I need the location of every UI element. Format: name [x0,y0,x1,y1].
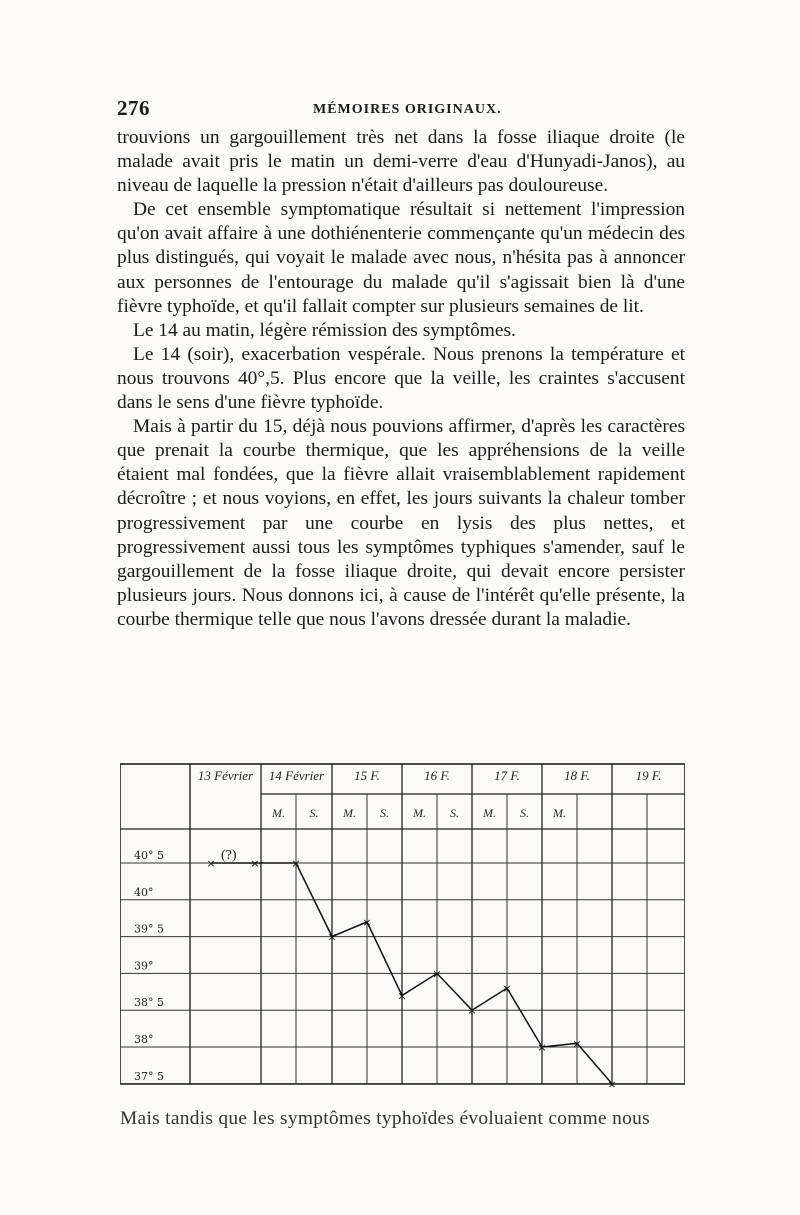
column-header-label: 18 F. [564,768,590,783]
y-tick-label: 38° [134,1033,154,1046]
data-point-marker: × [206,857,216,870]
y-tick-label: 39° [134,959,154,973]
column-header-label: 17 F. [494,768,520,783]
data-point-marker: × [250,857,260,870]
paragraph: De cet ensemble symptomatique résultait si nettement l'impression qu'on avait affaire à une dothiénenterie commençante qu'un médecin des plus distingués, qui voyait le malade avec nous, n'hésita pas à annoncer aux personnes de l'entourage du malade qu'il s'agissait bien là d'une fièvre typhoïde, et qu'il fallait compter sur plusieurs semaines de lit. [117,199,685,317]
sub-header-label: S. [450,806,459,820]
page-header [117,96,685,126]
temperature-chart [120,752,685,1087]
page-number: 276 [117,96,150,120]
column-header-label: 16 F. [424,768,450,783]
paragraph: Le 14 (soir), exacerbation vespérale. Nous prenons la température et nous trouvons 40°,5. Plus encore que la veille, les craintes s'accusent dans le sens d'une fièvre typhoïde. [117,343,685,414]
data-point-marker: × [502,982,512,996]
sub-header-label: M. [553,806,566,820]
data-point-marker: × [467,1004,477,1018]
sub-header-label: M. [483,806,496,820]
sub-header-label: M. [272,806,285,820]
sub-header-label: M. [343,806,356,820]
sub-header-label: M. [413,806,426,820]
paragraph: trouvions un gargouillement très net dans la fosse iliaque droite (le malade avait pris le matin un demi-verre d'eau d'Hunyadi-Janos), au niveau de laquelle la pression n'était d'ailleurs pas douloureuse. [117,127,685,197]
y-tick-label: 39° 5 [134,922,164,936]
running-head: MÉMOIRES ORIGINAUX. [313,102,502,117]
paragraph: Mais à partir du 15, déjà nous pouvions affirmer, d'après les caractères que prenait la courbe thermique, que les appréhensions de la veille étaient mal fondées, que la fièvre allait vraisemblablement rapidement décroître ; et nous voyions, en effet, les jours suivants la chaleur tomber progressivement par une courbe en lysis des plus nettes, et progressivement aussi tous les symptômes typhiques s'amender, sauf le gargouillement de la fosse iliaque droite, qui devait encore persister plusieurs jours. Nous donnons ici, à cause de l'intérêt qu'elle présente, la courbe thermique telle que nous l'avons dressée durant la maladie. [117,416,685,630]
bottom-text-line: Mais tandis que les symptômes typhoïdes évoluaient comme nous [120,1108,650,1129]
data-point-marker: × [607,1077,617,1087]
y-tick-label: 40° [134,885,154,899]
sub-header-label: S. [309,806,319,820]
temperature-chart-svg [120,752,685,1087]
column-header-label: 19 F. [635,768,662,783]
data-point-marker: × [432,967,442,981]
y-tick-label: 38° 5 [134,996,164,1010]
body-text [117,126,685,632]
chart-annotation: (?) [221,848,237,863]
data-point-marker: × [397,989,407,1003]
sub-header-label: S. [520,806,529,820]
data-point-marker: × [572,1037,582,1051]
data-point-marker: × [327,930,337,944]
column-header-label: 14 Février [268,768,325,783]
data-point-marker: × [362,915,372,929]
y-tick-label: 40° 5 [134,849,164,862]
data-point-marker: × [291,857,301,870]
paragraph: Le 14 au matin, légère rémission des symptômes. [133,319,516,341]
data-point-marker: × [537,1041,547,1054]
y-tick-label: 37° 5 [134,1069,164,1083]
column-header-label: 13 Février [197,768,254,783]
sub-header-label: S. [380,806,389,820]
column-header-label: 15 F. [354,768,380,783]
